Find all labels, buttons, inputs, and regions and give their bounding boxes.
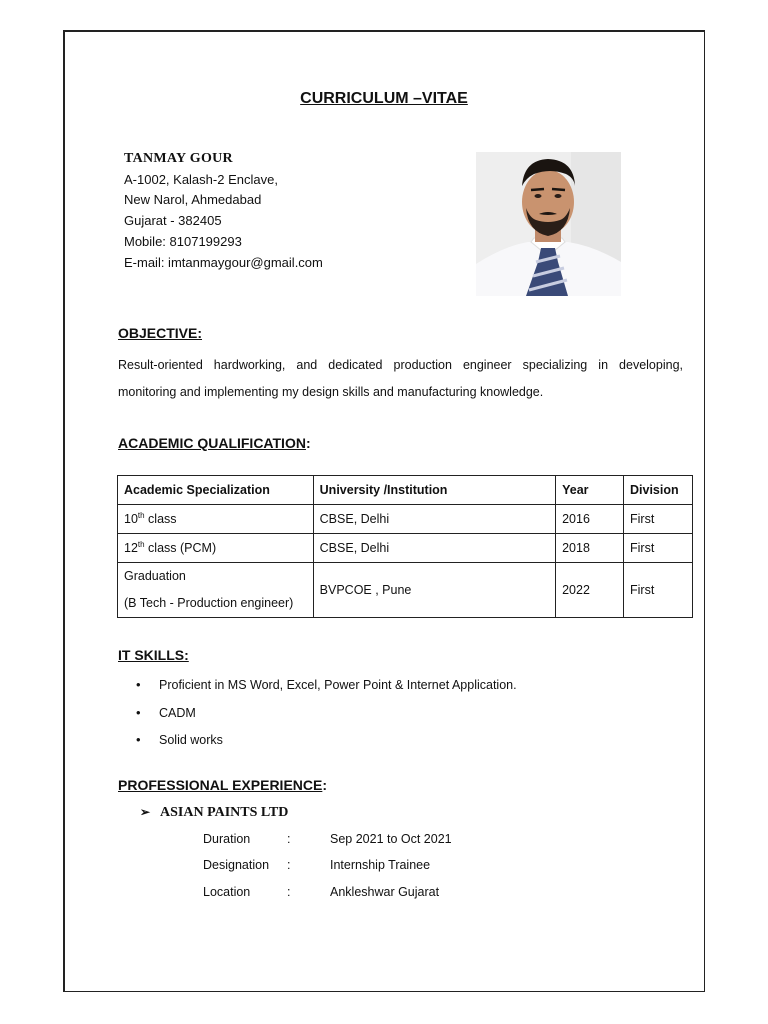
list-item (136, 732, 223, 747)
company-name: ASIAN PAINTS LTD (160, 805, 289, 820)
detail-separator: : (287, 858, 291, 872)
institution-cell: CBSE, Delhi (313, 534, 555, 563)
spec-rest: class (144, 512, 177, 527)
it-skills-heading: IT SKILLS: (118, 647, 189, 663)
detail-value: Sep 2021 to Oct 2021 (330, 832, 452, 846)
spec-superscript: th (137, 511, 145, 521)
experience-heading (118, 777, 327, 793)
year-cell: 2016 (556, 505, 624, 534)
table-row (118, 563, 693, 618)
detail-label: Location (203, 885, 251, 899)
spec-superscript: th (137, 540, 145, 550)
specialization-cell (118, 563, 314, 618)
skill-text: Proficient in MS Word, Excel, Power Point & Internet Application. (159, 678, 517, 692)
experience-heading-colon: : (322, 777, 328, 793)
column-header: Academic Specialization (118, 476, 314, 505)
document-title: CURRICULUM –VITAE (300, 90, 468, 107)
objective-text: Result-oriented hardworking, and dedicated production engineer specializing in developing, monitoring and implementing my design skills and manufacturing knowledge. (118, 358, 683, 399)
address-line-3: Gujarat - 382405 (124, 213, 222, 228)
academic-heading (118, 435, 311, 451)
academic-heading-colon: : (305, 435, 311, 451)
skill-text: CADM (159, 706, 196, 720)
spec-rest: class (PCM) (144, 541, 217, 556)
institution-cell: CBSE, Delhi (313, 505, 555, 534)
email-line: E-mail: imtanmaygour@gmail.com (124, 255, 323, 270)
candidate-name: TANMAY GOUR (124, 151, 233, 166)
table-row (118, 534, 693, 563)
bullet-icon: • (136, 732, 141, 747)
year-cell: 2022 (556, 563, 624, 618)
arrow-bullet-icon: ➢ (140, 805, 151, 819)
list-item (136, 705, 196, 720)
objective-heading: OBJECTIVE: (118, 325, 203, 341)
division-cell: First (624, 563, 693, 618)
detail-label: Designation (203, 858, 270, 872)
detail-separator: : (287, 832, 291, 846)
spec-line-1: Graduation (124, 569, 186, 583)
specialization-cell (118, 505, 314, 534)
column-header: Year (556, 476, 624, 505)
detail-value: Internship Trainee (330, 858, 431, 872)
address-line-2: New Narol, Ahmedabad (124, 192, 262, 207)
profile-photo (476, 152, 621, 296)
column-header: University /Institution (313, 476, 555, 505)
column-header: Division (624, 476, 693, 505)
year-cell: 2018 (556, 534, 624, 563)
division-cell: First (624, 534, 693, 563)
institution-cell: BVPCOE , Pune (313, 563, 555, 618)
table-row (118, 505, 693, 534)
company-entry (140, 805, 288, 821)
spec-number: 12 (124, 541, 138, 556)
detail-value: Ankleshwar Gujarat (330, 885, 440, 899)
list-item (136, 677, 517, 692)
specialization-cell (118, 534, 314, 563)
bullet-icon: • (136, 705, 141, 720)
division-cell: First (624, 505, 693, 534)
skill-text: Solid works (159, 733, 223, 747)
bullet-icon: • (136, 677, 141, 692)
table-header-row (118, 476, 693, 505)
spec-number: 10 (124, 512, 138, 527)
experience-heading-text: PROFESSIONAL EXPERIENCE (118, 777, 323, 793)
mobile-line: Mobile: 8107199293 (124, 234, 242, 249)
spec-line-2: (B Tech - Production engineer) (124, 596, 294, 610)
address-line-1: A-1002, Kalash-2 Enclave, (124, 172, 278, 187)
academic-heading-text: ACADEMIC QUALIFICATION (118, 435, 306, 451)
academic-table (117, 475, 693, 618)
detail-label: Duration (203, 832, 251, 846)
detail-separator: : (287, 885, 291, 899)
